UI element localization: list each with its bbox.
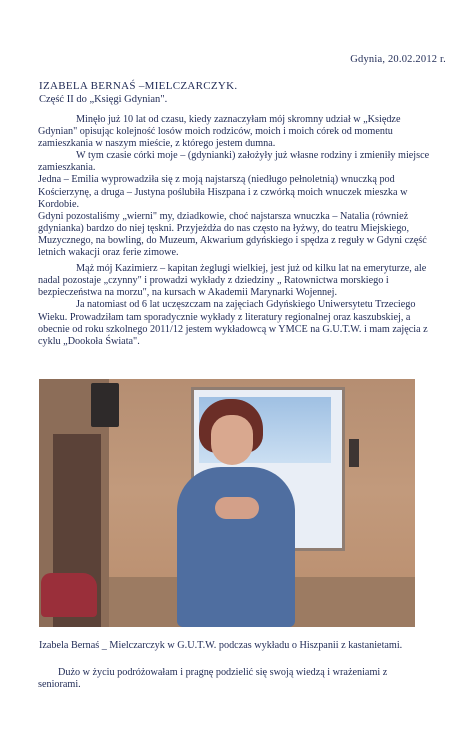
paragraph-1: Minęło już 10 lat od czasu, kiedy zaznaczyłam mój skromny udział w „Księdze Gdynian" opisując kolejność losów moich rodziców, moich i moich córek od momentu zamieszkania w naszym mieście, z którego jestem dumna.: [38, 114, 401, 150]
closing-paragraph: Dużo w życiu podróżowałam i pragnę podzielić się swoją wiedzą i wrażeniami z seniorami.: [38, 667, 388, 691]
photo-caption: Izabela Bernaś _ Mielczarczyk w G.U.T.W. podczas wykładu o Hiszpanii z kastanietami.: [39, 640, 403, 651]
lecture-photo: [39, 379, 415, 627]
paragraph-4: Gdyni pozostaliśmy „wierni" my, dziadkowie, choć najstarsza wnuczka – Natalia (również gdynianka) bardzo do niej tęskni. Przyjeżdża do nas często na łyżwy, do teatru Miejskiego, Muzycznego, na bowling, do Muzeum, Akwarium gdyńskiego i spędza z reguły w Gdyni część letnich wakacji oraz ferie zimowe.: [38, 210, 427, 259]
paragraph-6: Ja natomiast od 6 lat uczęszczam na zajęciach Gdyńskiego Uniwersytetu Trzeciego Wieku. Prowadziłam tam sporadycznie wykłady z literatury regionalnej oraz kaszubskiej, a obecnie od roku szkolnego 2011/12 jestem wykładowcą w YMCE na G.U.T.W. i mam zajęcia z cyklu „Dookoła Świata".: [38, 299, 428, 347]
paragraph-3: Jedna – Emilia wyprowadziła się z moją najstarszą (niedługo pełnoletnią) wnuczką pod Kościerzynę, a druga – Justyna poślubiła Hiszpana i z czwórką moich wnuczek mieszka w Kordobie.: [38, 174, 408, 210]
photo-bag: [41, 573, 97, 617]
document-body: [38, 114, 430, 348]
photo-person-face: [211, 415, 253, 465]
document-subtitle: Część II do „Księgi Gdynian".: [39, 94, 168, 105]
paragraph-5: Mąż mój Kazimierz – kapitan żeglugi wielkiej, jest już od kilku lat na emeryturze, ale nadal pozostaje „czynny" i prowadzi wykłady z dziedziny „ Ratownictwa morskiego i bezpieczeństwa na morzu", na kursach w Akademii Marynarki Wojennej.: [38, 263, 427, 299]
author-name: IZABELA BERNAŚ –MIELCZARCZYK.: [39, 80, 238, 92]
document-date: Gdynia, 20.02.2012 r.: [350, 54, 446, 65]
paragraph-2: W tym czasie córki moje – (gdynianki) założyły już własne rodziny i zmieniły miejsce zamieszkania.: [38, 150, 430, 174]
photo-switch: [349, 439, 359, 467]
photo-person-body: [177, 467, 295, 627]
photo-person-hands: [215, 497, 259, 519]
photo-speaker: [91, 383, 119, 427]
